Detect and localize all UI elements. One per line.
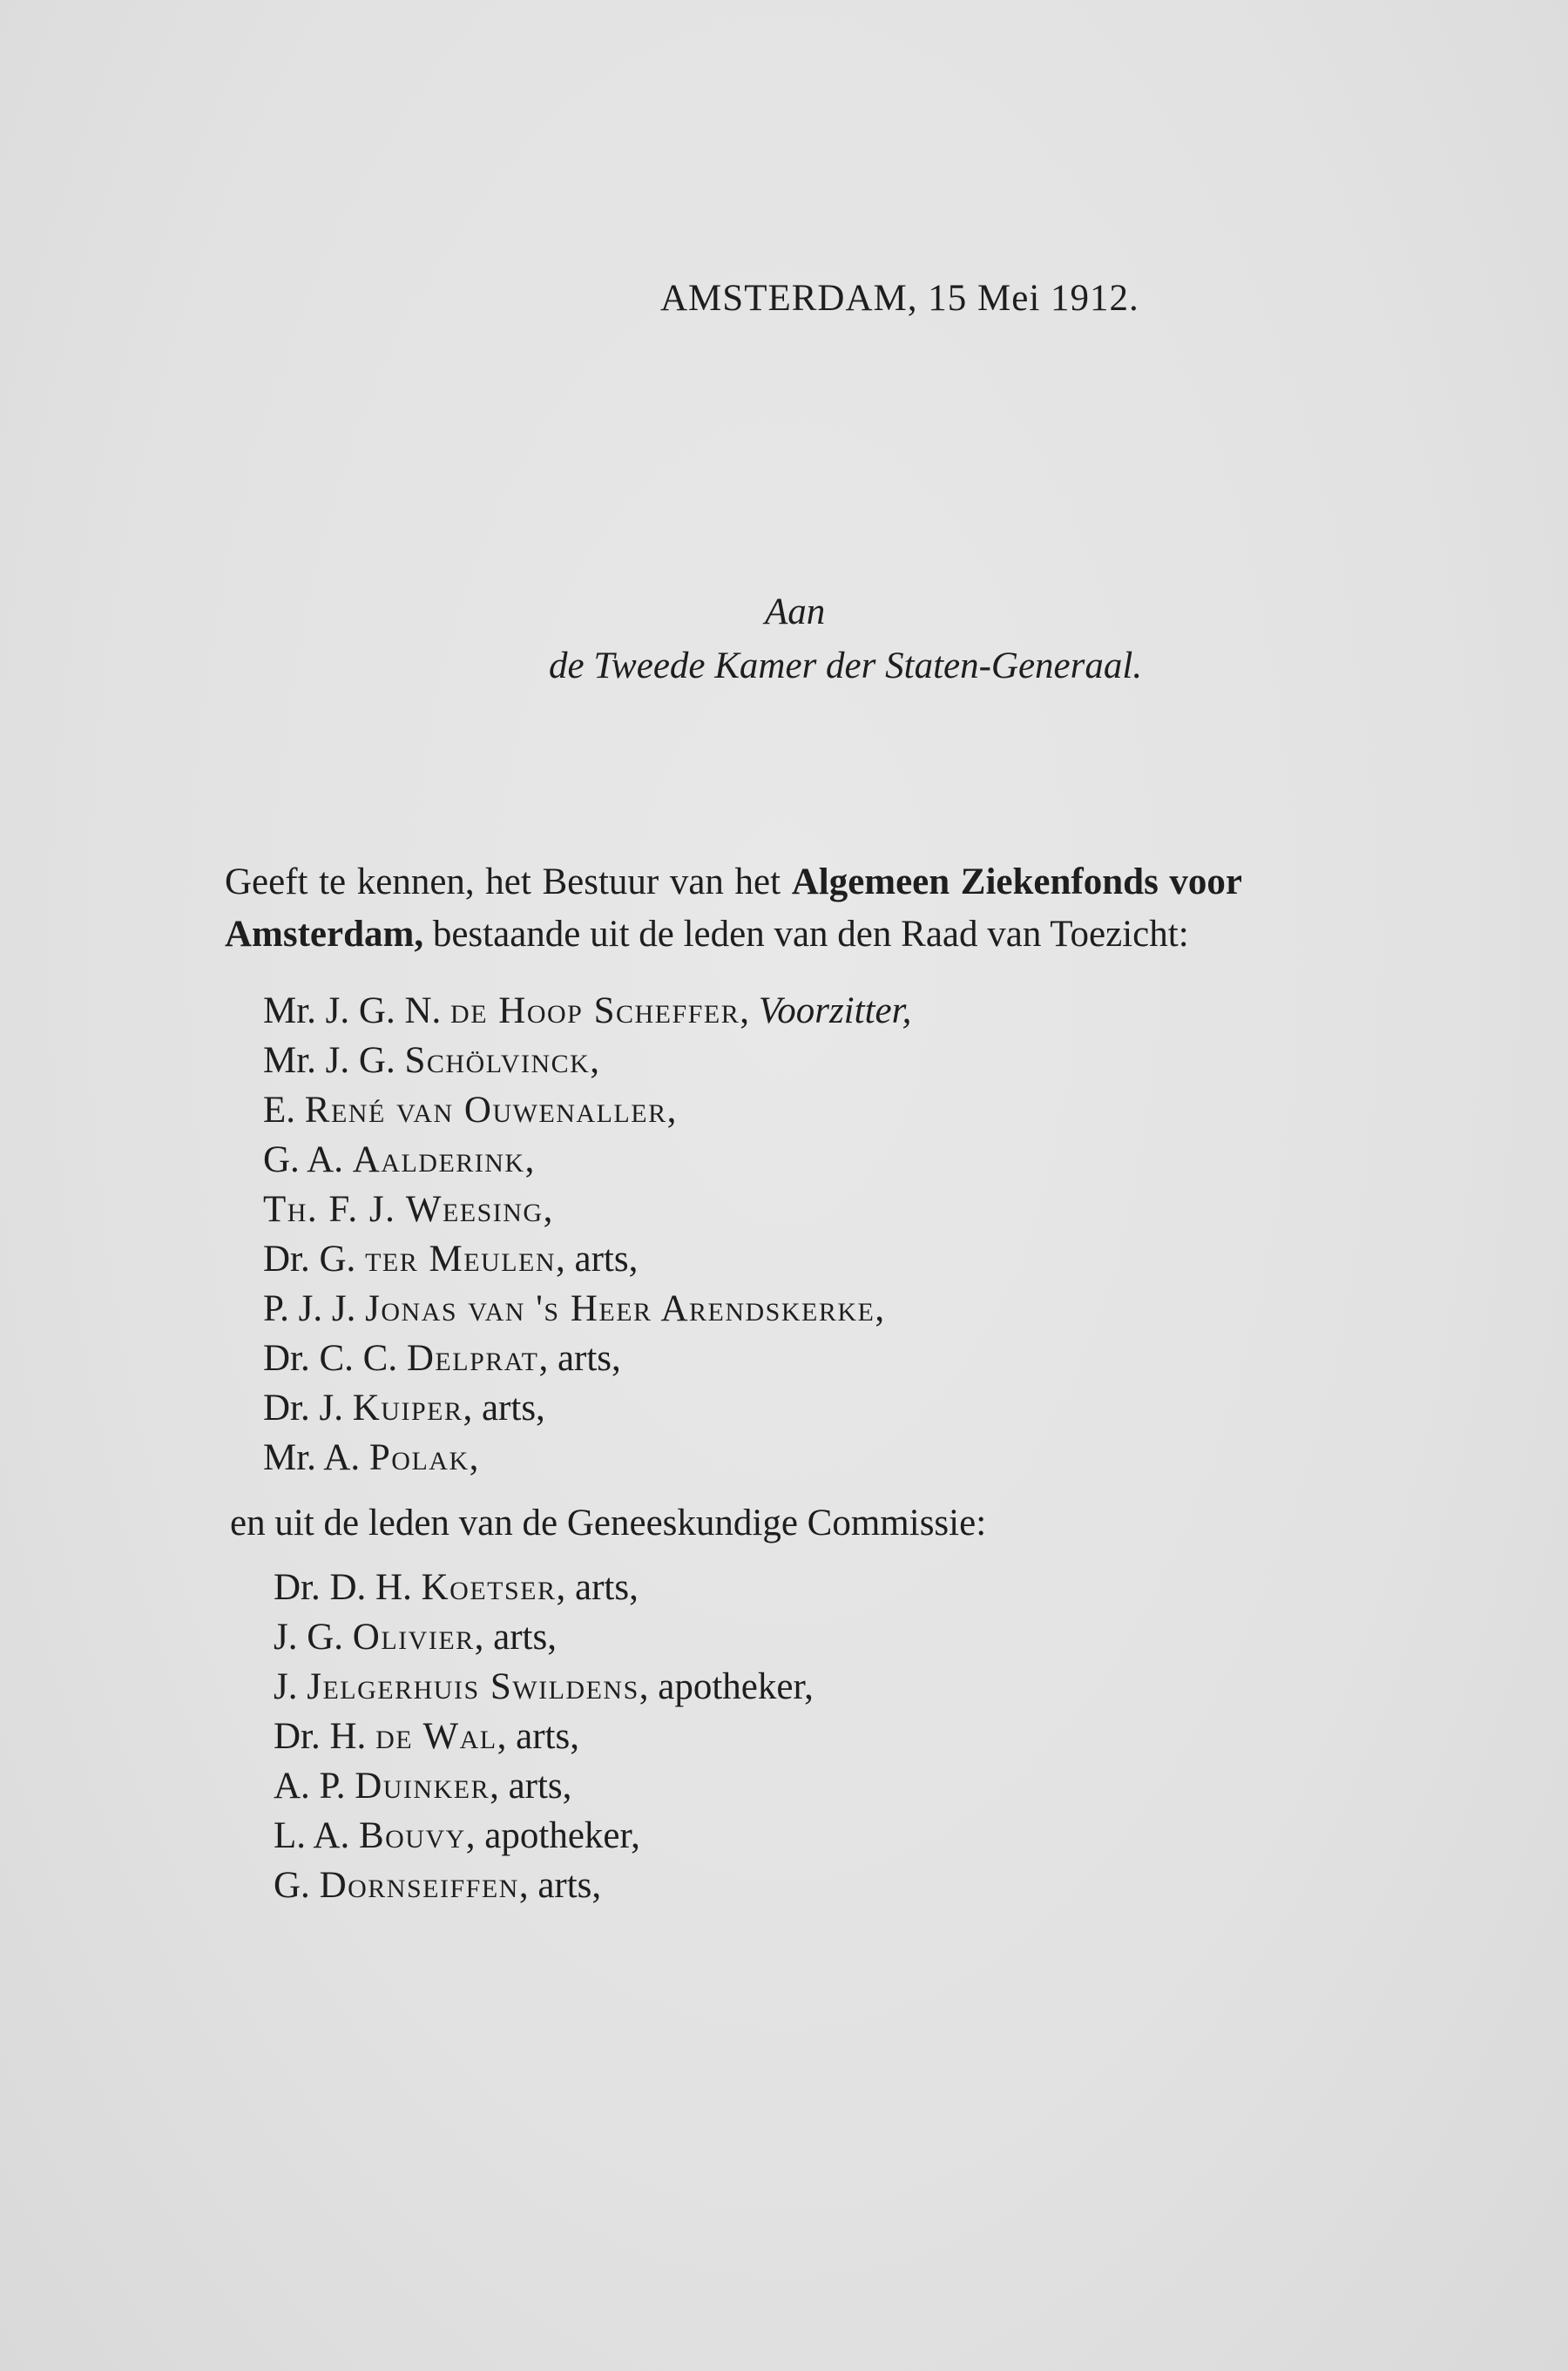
member-initials: Dr. C. C. (263, 1338, 407, 1379)
board-members-list (263, 986, 911, 1483)
member-initials: G. (274, 1865, 320, 1906)
commission-member-entry (274, 1811, 814, 1861)
member-name: de Wal (375, 1716, 497, 1757)
intro-text-start: Geeft te kennen, het Bestuur van het (225, 861, 792, 902)
intro-paragraph (225, 856, 1242, 961)
member-name: Bouvy (358, 1815, 466, 1856)
member-suffix: , (740, 990, 759, 1031)
board-member-entry (263, 1036, 911, 1085)
member-initials: G. A. (263, 1139, 353, 1180)
board-member-entry (263, 986, 911, 1036)
member-name: Aalderink (352, 1139, 525, 1180)
member-suffix: , arts, (556, 1239, 639, 1280)
board-member-entry (263, 1234, 911, 1284)
dateline: AMSTERDAM, 15 Mei 1912. (660, 278, 1139, 319)
address-recipient: de Tweede Kamer der Staten-Generaal. (549, 645, 1143, 686)
board-member-entry (263, 1284, 911, 1334)
commission-member-entry (274, 1662, 814, 1712)
member-initials: A. P. (274, 1766, 355, 1807)
commission-member-entry (274, 1612, 814, 1662)
member-suffix: , (590, 1040, 600, 1081)
member-role: Voorzitter, (758, 990, 912, 1031)
member-initials: Mr. J. G. N. (263, 990, 451, 1031)
member-initials: Dr. G. (263, 1239, 366, 1280)
member-initials: E. (263, 1090, 305, 1131)
member-name: ter Meulen (365, 1239, 557, 1280)
commission-member-entry (274, 1761, 814, 1811)
commission-member-entry (274, 1712, 814, 1761)
member-initials: J. (274, 1666, 308, 1707)
member-suffix: , (469, 1437, 479, 1478)
member-name: Th. F. J. Weesing (263, 1189, 544, 1230)
member-name: Duinker (355, 1766, 490, 1807)
commission-members-list (274, 1563, 814, 1910)
member-initials: J. G. (274, 1617, 353, 1658)
member-initials: Dr. D. H. (274, 1567, 422, 1608)
member-suffix: , (543, 1189, 553, 1230)
member-suffix: , arts, (538, 1338, 621, 1379)
member-initials: Dr. H. (274, 1716, 376, 1757)
intro-text-end: bestaande uit de leden van den Raad van Toezicht: (423, 914, 1189, 955)
board-member-entry (263, 1185, 911, 1234)
board-member-entry (263, 1334, 911, 1383)
intro-organization-name: Algemeen Ziekenfonds voor Amsterdam, (225, 861, 1243, 955)
member-name: Polak (368, 1437, 470, 1478)
address-block (549, 591, 1246, 687)
member-name: René van Ouwenaller (304, 1090, 667, 1131)
member-suffix: , arts, (556, 1567, 639, 1608)
board-member-entry (263, 1383, 911, 1433)
member-suffix: , apotheker, (465, 1815, 640, 1856)
address-to: Aan (765, 591, 826, 632)
member-suffix: , (875, 1288, 885, 1329)
member-name: Schölvinck (404, 1040, 591, 1081)
member-name: de Hoop Scheffer (450, 990, 740, 1031)
member-suffix: , (666, 1090, 677, 1131)
member-suffix: , apotheker, (639, 1666, 814, 1707)
member-initials: Mr. J. G. (263, 1040, 405, 1081)
member-name: Koetser (421, 1567, 557, 1608)
member-name: Delprat (406, 1338, 539, 1379)
member-name: Olivier (352, 1617, 475, 1658)
commission-intro: en uit de leden van de Geneeskundige Commissie: (230, 1503, 987, 1544)
board-member-entry (263, 1135, 911, 1185)
member-name: Kuiper (352, 1388, 463, 1429)
member-name: Jonas van 's Heer Arendskerke (365, 1288, 875, 1329)
member-initials: Dr. J. (263, 1388, 353, 1429)
member-suffix: , arts, (463, 1388, 545, 1429)
member-suffix: , arts, (497, 1716, 579, 1757)
member-suffix: , (524, 1139, 535, 1180)
member-suffix: , arts, (518, 1865, 602, 1906)
board-member-entry (263, 1433, 911, 1483)
member-initials: P. J. J. (263, 1288, 366, 1329)
member-suffix: , arts, (474, 1617, 557, 1658)
board-member-entry (263, 1085, 911, 1135)
member-name: Jelgerhuis Swildens (307, 1666, 639, 1707)
member-initials: L. A. (274, 1815, 359, 1856)
commission-member-entry (274, 1861, 814, 1910)
member-initials: Mr. A. (263, 1437, 369, 1478)
member-name: Dornseiffen (319, 1865, 519, 1906)
member-suffix: , arts, (490, 1766, 572, 1807)
commission-member-entry (274, 1563, 814, 1612)
